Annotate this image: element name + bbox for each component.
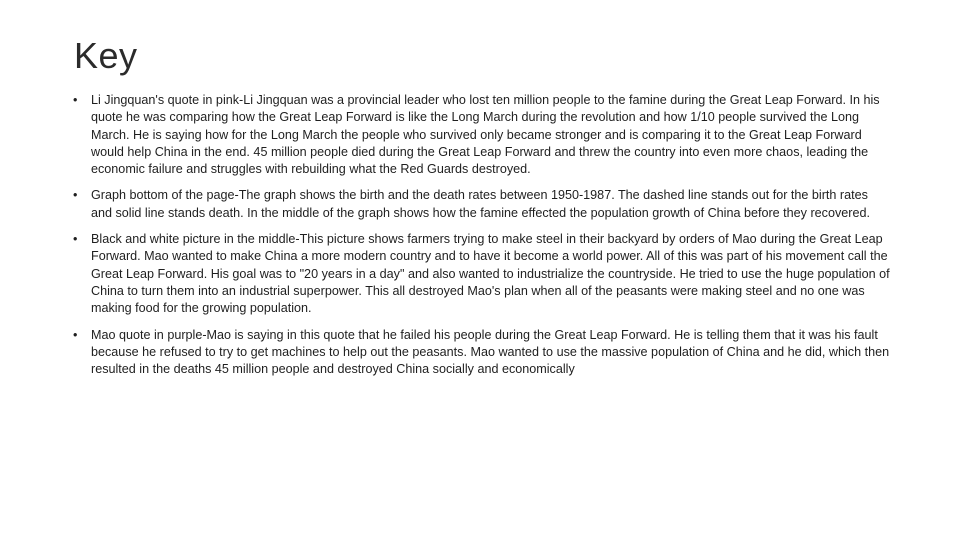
slide-title: Key	[74, 35, 138, 76]
bullet-item-graph	[73, 187, 891, 222]
bullet-text: Graph bottom of the page-The graph shows the birth and the death rates between 1950-1987. The dashed line stands out for the birth rates and solid line stands death. In the middle of the graph shows how the famine effected the population growth of China before they recovered.	[91, 188, 870, 220]
bullet-icon: •	[73, 93, 78, 107]
bullet-text: Li Jingquan's quote in pink-Li Jingquan was a provincial leader who lost ten million people to the famine during the Great Leap Forward. In his quote he was comparing how the Great Leap Forward is like the Long March during the revolution and how 1/10 people survived the Long March. He is saying how for the Long March the people who survived only became stronger and is comparing it to the Great Leap Forward would help China in the end. 45 million people died during the Great Leap Forward and threw the country into even more chaos, leading the economic failure and struggles with rebuilding what the Red Guards destroyed.	[91, 93, 880, 177]
bullet-item-mao-quote	[73, 327, 891, 379]
bullet-text: Black and white picture in the middle-This picture shows farmers trying to make steel in their backyard by orders of Mao during the Great Leap Forward. Mao wanted to make China a more modern country and to have it become a world power. All of this was part of his movement call the Great Leap Forward. His goal was to "20 years in a day" and also wanted to industrialize the countryside. He tried to use the huge population of China to turn them into an industrial superpower. This all destroyed Mao's plan when all of the peasants were making steel and no one was making food for the growing population.	[91, 232, 890, 316]
bullet-list	[73, 92, 891, 387]
bullet-icon: •	[73, 327, 78, 342]
bullet-icon: •	[73, 188, 78, 203]
bullet-item-picture	[73, 231, 891, 317]
bullet-icon: •	[73, 232, 78, 247]
bullet-text: Mao quote in purple-Mao is saying in this quote that he failed his people during the Great Leap Forward. He is telling them that it was his fault because he refused to try to get machines to help out the peasants. Mao wanted to use the massive population of China and he did, which then resulted in the deaths 45 million people and destroyed China socially and economically	[91, 327, 890, 377]
bullet-item-li-jingquan	[73, 92, 891, 178]
